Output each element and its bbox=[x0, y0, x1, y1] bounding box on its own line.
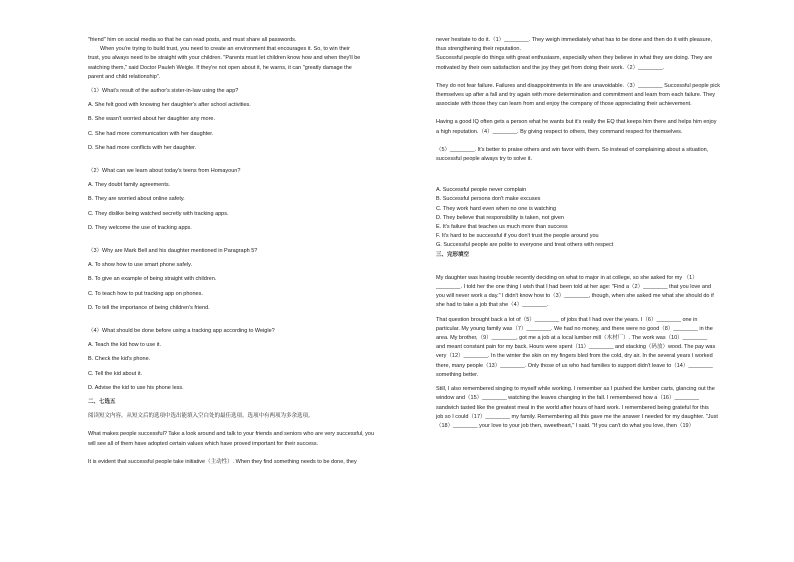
question-3 bbox=[88, 247, 414, 313]
answer-option: A. Teach the kid how to use it. bbox=[88, 342, 161, 349]
text-line: Still, I also remembered singing to myself while working. I remember as I pushed the lumber carts, glancing out the bbox=[436, 386, 715, 393]
text-line: "friend" him on social media so that he can read posts, and must share all passwords. bbox=[88, 37, 297, 43]
section-heading: 二、七选五 bbox=[88, 399, 116, 406]
section-instruction: 阅读短文内容，从短文后的选项中选出能填入空白处的最佳选项。选项中有两项为多余选项。 bbox=[88, 413, 314, 420]
text-line: never hesitate to do it.（1）________. They weigh immediately what has to be done and then do it with pleasure, bbox=[436, 37, 713, 43]
text-line: watching them," said Doctor Pauleh Weigle. If they're not open about it, he warns, it can "greatly damage the bbox=[88, 64, 352, 71]
choice-list bbox=[436, 186, 770, 250]
text-line: she had to take a job that she（4）________. bbox=[436, 302, 549, 309]
passage-paragraph bbox=[436, 36, 770, 73]
answer-option: C. They dislike being watched secretly with tracking apps. bbox=[88, 210, 229, 217]
right-column bbox=[436, 36, 770, 431]
text-line: associate with those they can learn from and enjoy the company of those appreciating their achievement. bbox=[436, 101, 692, 108]
answer-option: C. To teach how to put tracking app on phones. bbox=[88, 290, 203, 297]
text-line: Having a good IQ often gets a person what he wants but it's really the EQ that keeps him there and helps him enjoy bbox=[436, 119, 717, 126]
question-stem: （4）What should be done before using a tracking app according to Weigle? bbox=[88, 328, 275, 335]
answer-option: D. They welcome the use of tracking apps. bbox=[88, 224, 192, 231]
passage-paragraph bbox=[436, 146, 770, 164]
section-heading: 三、完形填空 bbox=[436, 251, 470, 258]
passage-paragraph bbox=[436, 82, 770, 110]
question-1 bbox=[88, 87, 414, 153]
text-line: （5）________. It's better to praise others and win favor with them. So instead of complaining about a situation, bbox=[436, 146, 709, 153]
question-stem: （3）Why are Mark Bell and his daughter mentioned in Paragraph 5? bbox=[88, 248, 258, 255]
choice-item: A. Successful people never complain bbox=[436, 187, 527, 194]
text-line: very（12）________. In the winter the skin on my fingers bled from the cold, dry air. In the several years I worked bbox=[436, 353, 713, 360]
answer-option: B. Check the kid's phone. bbox=[88, 356, 151, 363]
question-2 bbox=[88, 167, 414, 233]
text-line: particular. My young family was（7）________. We had no money, and there were no good（8）________ in the bbox=[436, 325, 713, 332]
text-line: you will never work a day." I didn't know how to（3）________, though, when she asked me what she should do if bbox=[436, 293, 714, 300]
text-line: Successful people do things with great enthusiasm, especially when they believe in what they are doing. They are bbox=[436, 55, 713, 62]
answer-option: D. She had more conflicts with her daughter. bbox=[88, 144, 197, 151]
left-column bbox=[88, 36, 414, 467]
answer-option: A. They doubt family agreements. bbox=[88, 182, 171, 189]
text-line: something better. bbox=[436, 371, 479, 378]
cloze-paragraph bbox=[436, 385, 770, 431]
text-line: thus strengthening their reputation. bbox=[436, 46, 522, 53]
text-line: （18）________ your love to your job then, sweetheart," I said. "If you can't do what you love, then（19） bbox=[436, 422, 695, 429]
choice-item: C. They work hard even when no one is watching bbox=[436, 205, 557, 212]
answer-option: C. She had more communication with her daughter. bbox=[88, 130, 214, 137]
text-line: job so I could（17）________ my family. Remembering all this gave me the answer I needed for my daughter. "Just bbox=[436, 413, 718, 420]
intro-paragraph bbox=[88, 36, 414, 82]
text-line: and meant constant pain for my back. Hours were spent（11）________ and stacking（码放）wood. The pay was bbox=[436, 344, 716, 351]
answer-option: D. To tell the importance of being children's friend. bbox=[88, 304, 210, 311]
choice-item: F. It's hard to be successful if you don't trust the people around you bbox=[436, 233, 599, 240]
text-line: ________. I told her the one thing I wish that I had been told at her age: "Find a（2）________ that you love and bbox=[436, 284, 712, 291]
choice-item: B. Successful persons don't make excuses bbox=[436, 196, 541, 203]
text-line: there, many people（13）________. Only those of us who had families to support didn't leave to（14）________ bbox=[436, 362, 713, 369]
text-line: trust, you always need to be straight with your children. "Parents must let children know how and when they'll be bbox=[88, 55, 361, 62]
passage-paragraph bbox=[88, 430, 414, 448]
answer-option: C. Tell the kid about it. bbox=[88, 370, 143, 377]
text-line: area. My brother,（9）________, got me a job at a local lumber mill（木材厂）. The work was（10）________ bbox=[436, 335, 708, 342]
text-line: When you're trying to build trust, you need to create an environment that encourages it. So, to win their bbox=[100, 46, 350, 53]
answer-option: A. To show how to use smart phone safely. bbox=[88, 262, 193, 269]
question-stem: （1）What's result of the author's sister-in-law using the app? bbox=[88, 88, 239, 95]
answer-option: B. To give an example of being straight with children. bbox=[88, 276, 217, 283]
text-line: sandwich tasted like the greatest meal in the world after hours of hard work. I remembered being grateful for this bbox=[436, 404, 709, 411]
text-line: successful people always try to solve it. bbox=[436, 156, 532, 163]
passage-paragraph bbox=[436, 118, 770, 136]
text-line: parent and child relationship". bbox=[88, 73, 161, 80]
question-4 bbox=[88, 327, 414, 393]
answer-option: B. She wasn't worried about her daughter any more. bbox=[88, 116, 216, 123]
text-line: will see all of them have adopted certain values which have proved important for their success. bbox=[88, 440, 319, 447]
text-line: It is evident that successful people take initiative（主动性）. When they find something needs to be done, they bbox=[88, 458, 357, 465]
cloze-paragraph bbox=[436, 274, 770, 311]
choice-item: D. They believe that responsibility is taken, not given bbox=[436, 214, 564, 221]
answer-option: D. Advise the kid to use his phone less. bbox=[88, 384, 184, 391]
text-line: window and（15）________ watching the leaves changing in the fall. I remembered how a（16）________ bbox=[436, 395, 699, 402]
text-line: My daughter was having trouble recently deciding on what to major in at college, so she asked for my （1） bbox=[436, 274, 698, 281]
choice-item: G. Successful people are polite to everyone and treat others with respect bbox=[436, 242, 614, 249]
text-line: motivated by their own satisfaction and the joy they get from doing their work.（2）________. bbox=[436, 64, 665, 71]
text-line: themselves up after a fall and try again with more determination and commitment and learn from each failure. They bbox=[436, 92, 716, 99]
answer-option: B. They are worried about online safety. bbox=[88, 196, 185, 203]
answer-option: A. She felt good with knowing her daughter's after school activities. bbox=[88, 102, 251, 109]
question-stem: （2）What can we learn about today's teens from Homayoun? bbox=[88, 168, 241, 175]
text-line: a high reputation.（4）________. By giving respect to others, they command respect for themselves. bbox=[436, 128, 683, 135]
text-line: What makes people successful? Take a look around and talk to your friends and seniors who are very successful, you bbox=[88, 431, 375, 438]
text-line: They do not fear failure. Failures and disappointments in life are unavoidable.（3）________ Successful people pick bbox=[436, 82, 721, 89]
text-line: That question brought back a lot of（5）________ of jobs that I had over the years. I（6）________ one in bbox=[436, 316, 698, 323]
choice-item: E. It's failure that teaches us much more than success bbox=[436, 224, 568, 231]
cloze-paragraph bbox=[436, 316, 770, 380]
